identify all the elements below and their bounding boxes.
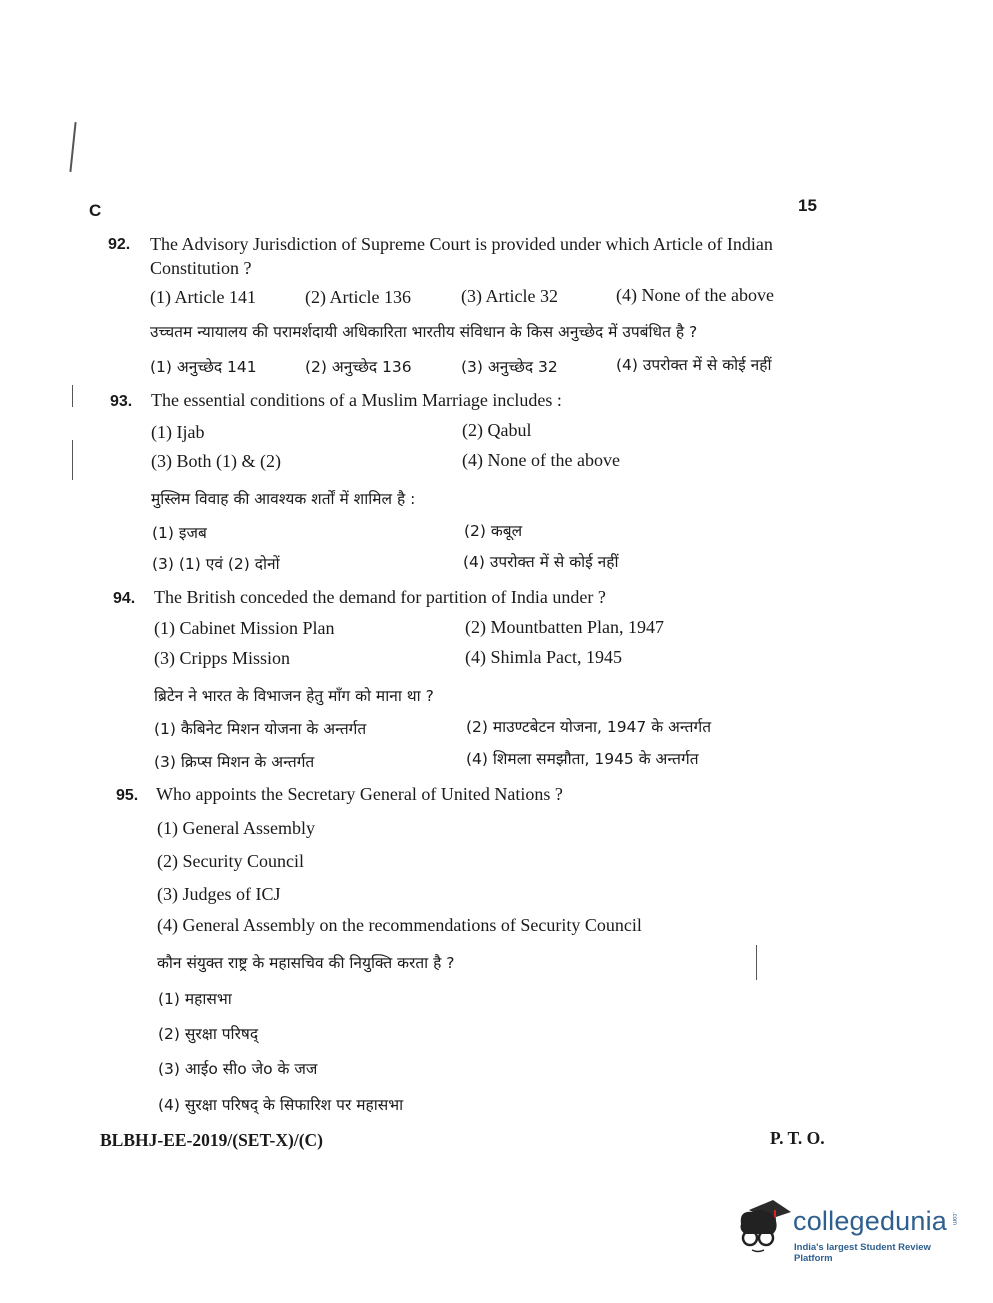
option: (3) Cripps Mission <box>154 648 291 668</box>
option: (2) Qabul <box>462 420 532 440</box>
hindi-question-text: ब्रिटेन ने भारत के विभाजन हेतु माँग को माना था ? <box>154 687 434 705</box>
page-number: 15 <box>798 196 817 215</box>
hindi-question-text: मुस्लिम विवाह की आवश्यक शर्तों में शामिल है : <box>151 490 416 508</box>
scan-mark <box>72 385 73 407</box>
question-text: Constitution ? <box>150 258 252 278</box>
question-number: 95. <box>116 787 139 804</box>
option: (4) Shimla Pact, 1945 <box>465 647 622 667</box>
hindi-question-text: उच्चतम न्यायालय की परामर्शदायी अधिकारिता भारतीय संविधान के किस अनुच्छेद में उपबंधित है ? <box>150 323 698 341</box>
option: (1) Cabinet Mission Plan <box>154 618 335 638</box>
option: (1) Ijab <box>151 422 205 442</box>
hindi-option: (4) शिमला समझौता, 1945 के अन्तर्गत <box>466 750 699 768</box>
scan-mark <box>72 440 73 480</box>
pto-label: P. T. O. <box>770 1128 825 1148</box>
logo-name: collegedunia <box>793 1206 948 1236</box>
hindi-option: (2) माउण्टबेटन योजना, 1947 के अन्तर्गत <box>466 718 712 736</box>
question-number: 92. <box>108 236 131 253</box>
logo-tagline: India's largest Student Review Platform <box>794 1242 931 1264</box>
mascot-icon <box>735 1198 795 1258</box>
option: (2) Article 136 <box>305 287 411 307</box>
question-text: Who appoints the Secretary General of United Nations ? <box>156 784 563 804</box>
hindi-option: (1) महासभा <box>158 990 232 1008</box>
hindi-option: (4) उपरोक्त में से कोई नहीं <box>616 356 772 374</box>
hindi-option: (3) (1) एवं (2) दोनों <box>152 555 280 573</box>
option: (4) General Assembly on the recommendations of Security Council <box>157 915 642 935</box>
hindi-question-text: कौन संयुक्त राष्ट्र के महासचिव की नियुक्ति करता है ? <box>157 954 455 972</box>
option: (4) None of the above <box>616 285 774 305</box>
option: (1) Article 141 <box>150 287 256 307</box>
option: (2) Mountbatten Plan, 1947 <box>465 617 664 637</box>
question-text: The essential conditions of a Muslim Marriage includes : <box>151 390 562 410</box>
option: (3) Both (1) & (2) <box>151 451 281 471</box>
question-text: The Advisory Jurisdiction of Supreme Court is provided under which Article of Indian <box>150 234 773 254</box>
question-number: 94. <box>113 590 136 607</box>
scan-mark <box>69 122 76 172</box>
hindi-option: (3) आईo सीo जेo के जज <box>158 1060 318 1078</box>
option: (3) Article 32 <box>461 286 558 306</box>
hindi-option: (4) सुरक्षा परिषद् के सिफारिश पर महासभा <box>158 1096 404 1114</box>
hindi-option: (2) सुरक्षा परिषद् <box>158 1025 259 1043</box>
option: (4) None of the above <box>462 450 620 470</box>
hindi-option: (1) कैबिनेट मिशन योजना के अन्तर्गत <box>154 720 367 738</box>
hindi-option: (3) क्रिप्स मिशन के अन्तर्गत <box>154 753 315 771</box>
hindi-option: (4) उपरोक्त में से कोई नहीं <box>463 553 619 571</box>
hindi-option: (2) अनुच्छेद 136 <box>305 358 412 376</box>
hindi-option: (1) अनुच्छेद 141 <box>150 358 257 376</box>
logo-tld: .com <box>951 1212 957 1226</box>
hindi-option: (3) अनुच्छेद 32 <box>461 358 558 376</box>
hindi-option: (2) कबूल <box>464 522 523 540</box>
hindi-option: (1) इजब <box>152 524 207 542</box>
collegedunia-logo <box>735 1196 960 1266</box>
option: (3) Judges of ICJ <box>157 884 281 904</box>
question-text: The British conceded the demand for partition of India under ? <box>154 587 606 607</box>
set-letter: C <box>89 201 102 220</box>
question-number: 93. <box>110 393 133 410</box>
exam-code: BLBHJ-EE-2019/(SET-X)/(C) <box>100 1130 323 1150</box>
scan-mark <box>756 945 757 980</box>
option: (1) General Assembly <box>157 818 315 838</box>
option: (2) Security Council <box>157 851 304 871</box>
